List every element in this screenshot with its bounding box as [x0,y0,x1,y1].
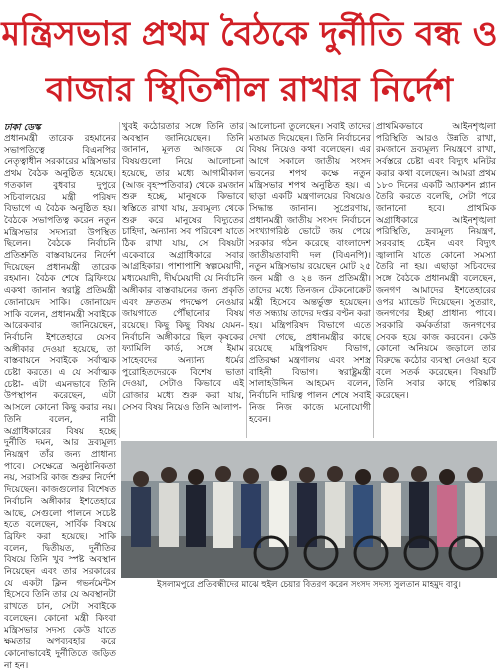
article-column-1 [4,134,116,671]
article-column-2 [122,122,244,438]
article-column-4 [376,122,496,438]
headline-line-2: বাজার স্থিতিশীল রাখার নির্দেশ [45,70,454,110]
byline: ঢাকা ডেস্ক [4,123,41,133]
column-2-text: খুবই কঠোরতার সঙ্গে তিনি তার অবস্থান জানিয়েছেন। তিনি জানান, মূলত আজকে যে বিষয়গুলো নিয়ে আলোচনা হয়েছে, তার মধ্যে আগামীকাল (আজ বৃহস্পতিবার) থেকে রমজান শুরু হচ্ছে, মানুষকে কিভাবে স্বস্তিতে রাখা যায়, দ্রব্যমূল্য থেকে শুরু করে মানুষের বিদ্যুতের চাহিদা, অন্যান্য সব পরিবেশ যাতে ঠিক রাখা যায়, সে বিষয়টা একেবারে অগ্রাধিকারে সবার আগ্রহিকার। পাশাপাশি স্বল্পমেয়াদী, মধ্যমেয়াদী, দীর্ঘমেয়াদী যে নির্বাচনি অঙ্গীকার বাস্তবায়নের জন্য প্রকৃতি এবং দ্রুততম পদক্ষেপ নেওয়ার জায়গাতে পৌঁছানোর বিষয় রয়েছে। কিছু কিছু বিষয় যেমন- নির্বাচনি অঙ্গীকারে ছিল কৃষকের ফ্যামিলি কার্ড, সঙ্গে ইমাম সাহেবদের অন্যান্য ধর্মের পুরোহিতদেরকে বিশেষ ভাতা দেওয়া, সেটাও কিভাবে এই রোজার মধ্যে শুরু করা যায়, সেসব বিষয় নিয়েও তিনি আলাপ- [122,122,244,413]
photo-illustration [121,441,497,578]
photo-caption: ইসলামপুরে প্রতিবন্ধীদের মাঝে হুইল চেয়ার বিতরণ করেন সংসদ সদস্য সুলতান মাহমুদ বাবু। [157,580,461,590]
headline-block [0,0,499,117]
column-1-text: প্রধানমন্ত্রী তারেক রহমানের সভাপতিত্বে বিএনপির নেতৃত্বাধীন সরকারের মন্ত্রিসভার প্রথম বৈঠক অনুষ্ঠিত হয়েছে। গতকাল বুধবার দুপুরে সচিবালয়ের মন্ত্রী পরিষদ বিভাগে এ বৈঠক অনুষ্ঠিত হয়। বৈঠকে সভাপতিত্ব করেন নতুন মন্ত্রিসভার সদস্যরা উপস্থিত ছিলেন। বৈঠকে নির্বাচনি প্রতিশ্রুতি বাস্তবায়নের নির্দেশ দিয়েছেন প্রধানমন্ত্রী তারেক রহমান। বৈঠক শেষে ব্রিফিংয়ে একথা জানান স্বরাষ্ট্র প্রতিমন্ত্রী জোনায়েদ সাকি। জোনায়েদ সাকি বলেন, প্রধানমন্ত্রী সবাইকে আরেকবার জানিয়েছেন, নির্বাচনি ইশতেহারে যেসব অঙ্গীকার দেওয়া হয়েছে, তা বাস্তবায়নে সবাইকে সর্বাত্মক চেষ্টা করতে। এ যে সর্বাত্মক চেষ্টা- এটা এমনভাবে তিনি উপস্থাপন করেছেন, এটা আসলে কোনো কিছু করার নয়। তিনি বলেন, নারী অগ্রাধিকারের বিষয় হচ্ছে দুর্নীতি দমন, আর দ্রব্যমূল্য নিয়ন্ত্রণ তাঁর জন্য প্রাধান্য পাবে। সেক্ষেত্রে অনুষ্ঠানিকতা নয়, সরাসরি কাজ শুরুর নির্দেশ দিয়েছেন। কাজগুলোর বিশেষত নির্বাচনি অঙ্গীকার ইশতেহারে আছে, সেগুলো পালনে সচেষ্ট হতে বলেছেন, সার্বিক বিষয়ে ব্রিফিং করা হয়েছে। সাকি বলেন, দ্বিতীয়ত, দুর্নীতির বিষয়ে তিনি খুব স্পষ্ট অবস্থান নিয়েছেন এবং তার সরকারের যে একটা ক্লিন গভর্নমেন্টস হিসেবে তিনি তার যে অবস্থানটা রাখতে চান, সেটা সবাইকে বলেছেন। কোনো মন্ত্রী কিংবা মন্ত্রিসভার সদস্য কেউ যাতে ক্ষমতার অপব্যবহার করে কোনোভাবেই দুর্নীতিতে জড়িত না হন। [4,134,116,671]
headline-line-1: মন্ত্রিসভার প্রথম বৈঠকে দুর্নীতি বন্ধ ও [1,14,498,54]
column-3-text: আলোচনা তুলেছেন। সবাই তাদের মতামত দিয়েছেন। তিনি নির্বাচনের বিষয় নিয়েও কথা বলেছেন। এর আগে সকালে জাতীয় সংসদ ভবনের শপথ কক্ষে নতুন মন্ত্রিসভার শপথ অনুষ্ঠিত হয়। এ ছাড়া একটি মন্ত্রণালয়ের বিষয়েও সিদ্ধান্ত জানান। সুপ্রেরণায়, প্রধানমন্ত্রী জাতীয় সংসদ নির্বাচনে সংখ্যাগরিষ্ঠ ভোটে জয় পেয়ে সরকার গঠন করেছে বাংলাদেশ জাতীয়তাবাদী দল (বিএনপি)। নতুন মন্ত্রিসভায় রয়েছেন মোট ২৫ জন মন্ত্রী ও ২৪ জন প্রতিমন্ত্রী। তাদের মধ্যে তিনজন টেকনোক্রেট মন্ত্রী হিসেবে অন্তর্ভুক্ত হয়েছেন। গত সন্ধ্যায় তাদের দপ্তর বণ্টন করা হয়। মন্ত্রিপরিষদ বিভাগে এতে দেখা গেছে, প্রধানমন্ত্রীর কাছে রয়েছে মন্ত্রিপরিষদ বিভাগ, প্রতিরক্ষা মন্ত্রণালয় এবং সশস্ত্র বাহিনী বিভাগ। স্বরাষ্ট্রমন্ত্রী সালাহউদ্দিন আহমেদ বলেন, নির্বাচনি দায়িত্ব পালন শেষে সবাই নিজ নিজ কাজে মনোযোগী হবেন। [249,122,371,425]
column-divider [373,122,374,438]
column-divider [246,122,247,438]
news-photo [121,441,497,578]
column-divider [119,122,120,438]
article-column-3 [249,122,371,438]
column-4-text: প্রাথমিকভাবে আইনশৃঙ্খলা পরিস্থিতি আরও উন্নতি রাখা, রমজানে দ্রব্যমূল্য নিয়ন্ত্রণে রাখা, সর্বস্তরে চেষ্টা এবং বিদ্যুৎ মনিটর করার কথা বলেছেন। আমরা প্রথম ১৮০ দিনের একটি অ্যাকশন প্ল্যান তৈরি করতে বলেছি, সেটা পরে জানানো হবে। প্রাথমিক অগ্রাধিকারে আইনশৃঙ্খলা পরিস্থিতি, দ্রব্যমূল্য নিয়ন্ত্রণ, সরবরাহ চেইন এবং বিদ্যুৎ জ্বালানি যাতে কোনো সমস্যা তৈরি না হয়। এছাড়া সচিবদের সঙ্গে বৈঠকে প্রধানমন্ত্রী বলেছেন, জনগণ আমাদের ইশতেহারের ওপর ম্যান্ডেট দিয়েছেন। সুতরাং, জনগণের ইচ্ছা প্রাধান্য পাবে। সরকারি কর্মকর্তারা জনগণের সেবক হয়ে কাজ করবেন। কেউ কোনো অনিয়মে জড়ালে তার বিরুদ্ধে কঠোর ব্যবস্থা নেওয়া হবে বলে সতর্ক করেছেন। বিষয়টি তিনি সবার কাছে পরিষ্কার করেছেন। [376,122,496,402]
